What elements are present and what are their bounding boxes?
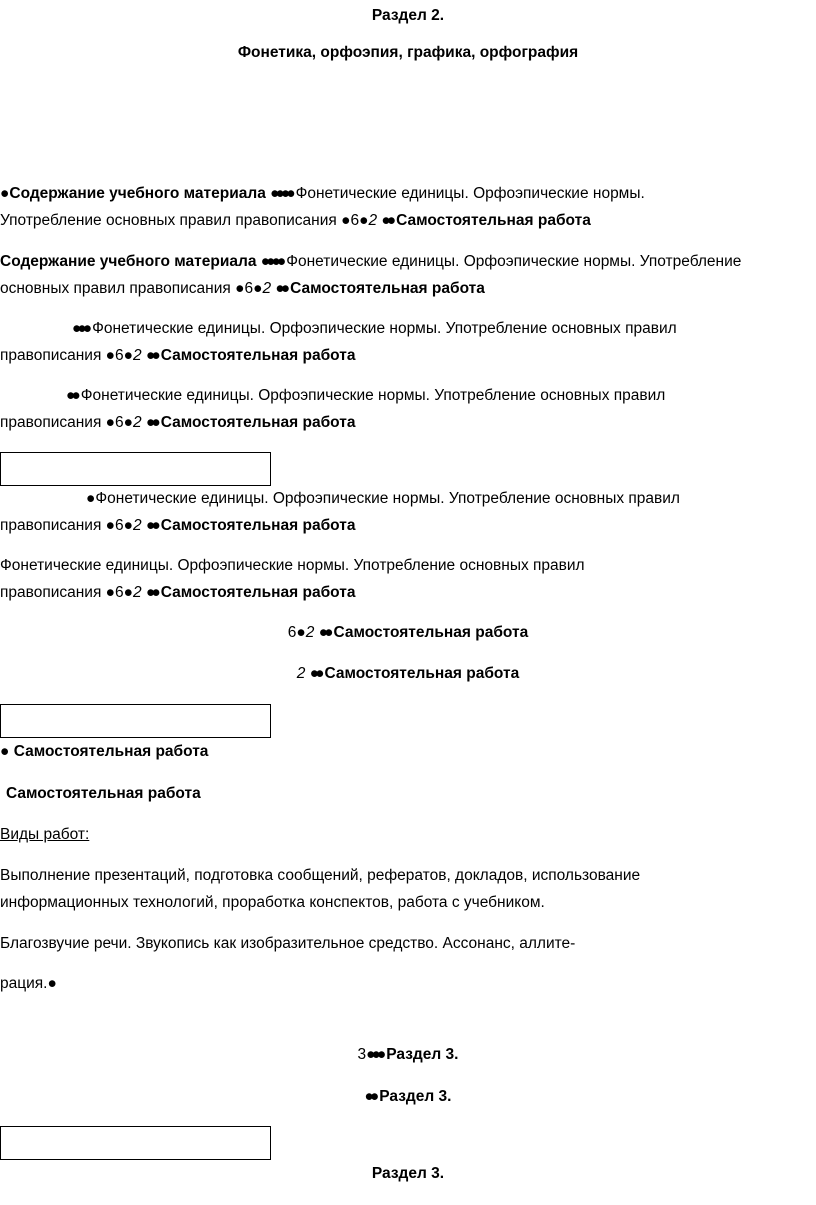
bullets-icon: ●● (145, 517, 157, 534)
bullet-icon: ● (0, 743, 10, 760)
block-5-line-2 (0, 516, 355, 536)
block-1-line-1 (0, 184, 645, 204)
centered-line-2 (0, 664, 816, 684)
block-4-line-2 (0, 413, 355, 433)
number-2: 2 (296, 665, 306, 682)
block-6-line-2 (0, 583, 355, 603)
content-label: Содержание учебного материала (9, 185, 266, 202)
number-2: 2 (133, 517, 142, 534)
block-3-line-1 (72, 319, 677, 339)
block-2-line-1 (0, 252, 741, 272)
bullets-icon: ●● (145, 414, 157, 431)
topic-text: Фонетические единицы. Орфоэпические нормы. Употребление основных правил (0, 557, 585, 574)
number-6: 6 (115, 584, 124, 601)
bullets-icon: ●● (66, 387, 77, 404)
section-3-heading-a (0, 1045, 816, 1065)
bullets-icon: ●●● (366, 1046, 383, 1063)
bullet-icon: ● (86, 490, 96, 507)
empty-box (0, 452, 271, 486)
section-3-title: Раздел 3. (386, 1046, 459, 1063)
number-6: 6 (350, 212, 360, 229)
topic-cont: правописания (0, 584, 102, 601)
number-2: 2 (368, 212, 378, 229)
number-6: 6 (115, 414, 124, 431)
bullets-icon: ●● (145, 584, 157, 601)
number-2: 2 (133, 584, 142, 601)
bullets-icon: ●●●● (270, 185, 292, 202)
number-6: 6 (244, 280, 254, 297)
number-3: 3 (357, 1046, 367, 1063)
self-work-line (6, 784, 201, 804)
bullets-icon: ●● (364, 1088, 376, 1105)
euphony-line-2 (0, 974, 57, 994)
self-work-label: Самостоятельная работа (160, 347, 356, 364)
bullet-icon: ● (123, 347, 134, 364)
self-work-label: Самостоятельная работа (324, 665, 520, 682)
self-work-label: Самостоятельная работа (6, 785, 201, 802)
topic-cont: правописания (0, 347, 102, 364)
topic-text: Фонетические единицы. Орфоэпические нормы. Употребление основных правил (92, 320, 677, 337)
number-6: 6 (287, 624, 297, 641)
block-2-line-2 (0, 279, 485, 299)
number-6: 6 (115, 347, 124, 364)
self-work-line-bullet (0, 742, 208, 762)
topic-text: Фонетические единицы. Орфоэпические нормы. Употребление основных правил (80, 387, 666, 404)
bullet-icon: ● (0, 185, 10, 202)
bullet-icon: ● (105, 584, 116, 601)
content-label: Содержание учебного материала (0, 253, 257, 270)
bullets-icon: ●● (309, 665, 321, 682)
empty-box (0, 1126, 271, 1160)
work-kinds-label: Виды работ: (0, 826, 90, 843)
bullet-icon: ● (105, 517, 116, 534)
bullets-icon: ●● (381, 212, 393, 229)
block-1-line-2 (0, 211, 591, 231)
number-6: 6 (115, 517, 124, 534)
bullet-icon: ● (341, 212, 351, 229)
bullet-icon: ● (105, 414, 116, 431)
self-work-label: Самостоятельная работа (13, 743, 209, 760)
bullet-icon: ● (123, 517, 134, 534)
self-work-label: Самостоятельная работа (160, 517, 356, 534)
block-6-line-1 (0, 556, 585, 576)
bullet-icon: ● (359, 212, 369, 229)
bullets-icon: ●●● (72, 320, 89, 337)
bullets-icon: ●● (145, 347, 157, 364)
topic-text: Фонетические единицы. Орфоэпические нормы. Употребление основных правил (95, 490, 680, 507)
section-3-title-final: Раздел 3. (371, 1165, 445, 1182)
bullets-icon: ●● (318, 624, 330, 641)
self-work-label: Самостоятельная работа (160, 584, 356, 601)
number-2: 2 (133, 347, 142, 364)
centered-line-6-2 (0, 623, 816, 643)
bullet-icon: ● (296, 624, 306, 641)
block-3-line-2 (0, 346, 355, 366)
bullet-icon: ● (105, 347, 116, 364)
topic-text: Фонетические единицы. Орфоэпические нормы. Употребление (286, 253, 742, 270)
bullet-icon: ● (123, 414, 134, 431)
number-2: 2 (133, 414, 142, 431)
work-kinds-line-1: Выполнение презентаций, подготовка сообщений, рефератов, докладов, использование (0, 867, 641, 884)
empty-box (0, 704, 271, 738)
self-work-label: Самостоятельная работа (290, 280, 485, 297)
number-2: 2 (262, 280, 272, 297)
bullet-icon: ● (47, 975, 57, 992)
bullet-icon: ● (235, 280, 245, 297)
work-kinds-line-2: информационных технологий, проработка конспектов, работа с учебником. (0, 894, 545, 911)
topic-cont: основных правил правописания (0, 280, 231, 297)
bullets-icon: ●●●● (260, 253, 283, 270)
number-2: 2 (305, 624, 315, 641)
block-4-line-1 (66, 386, 665, 406)
topic-cont: Употребление основных правил правописания (0, 212, 337, 229)
section-3-title: Раздел 3. (379, 1088, 452, 1105)
block-5-line-1 (86, 489, 680, 509)
self-work-label: Самостоятельная работа (160, 414, 356, 431)
euphony-text: рация. (0, 975, 48, 992)
bullets-icon: ●● (275, 280, 287, 297)
topic-cont: правописания (0, 517, 102, 534)
euphony-line-1: Благозвучие речи. Звукопись как изобразительное средство. Ассонанс, аллите- (0, 935, 576, 952)
section-2-subtitle: Фонетика, орфоэпия, графика, орфография (237, 44, 579, 61)
bullet-icon: ● (123, 584, 134, 601)
section-3-heading-b (0, 1087, 816, 1107)
topic-cont: правописания (0, 414, 102, 431)
self-work-label: Самостоятельная работа (333, 624, 529, 641)
bullet-icon: ● (253, 280, 263, 297)
topic-text: Фонетические единицы. Орфоэпические нормы. (295, 185, 645, 202)
section-2-title: Раздел 2. (371, 7, 445, 24)
self-work-label: Самостоятельная работа (396, 212, 591, 229)
